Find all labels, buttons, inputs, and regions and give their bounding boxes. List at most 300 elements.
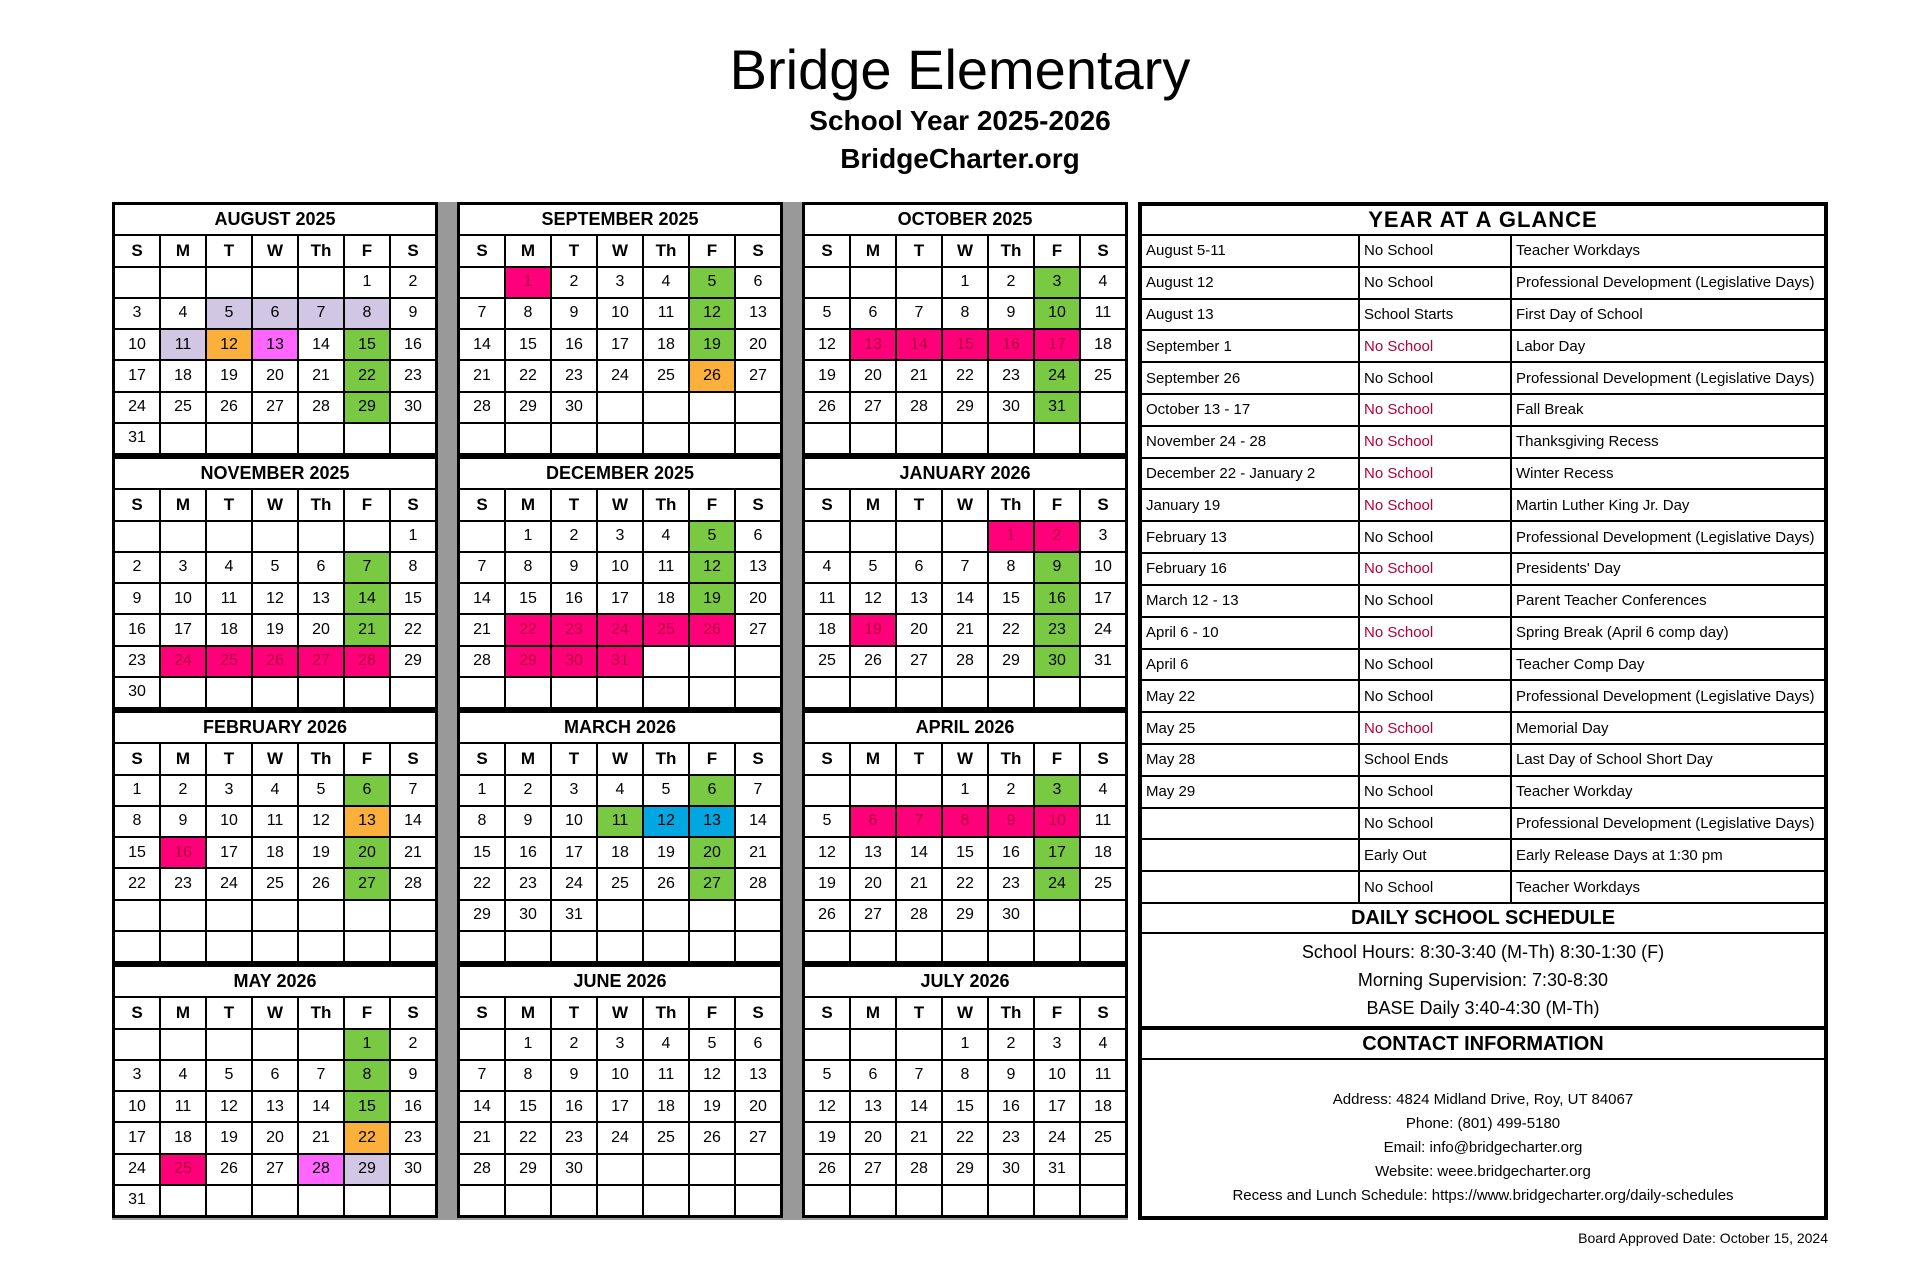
empty-day: [299, 268, 343, 297]
calendar-day: 29: [506, 647, 550, 676]
glance-description: Thanksgiving Recess: [1512, 427, 1824, 457]
calendar-day: 30: [552, 647, 596, 676]
weekday-header: T: [897, 998, 941, 1027]
calendar-day: 9: [391, 299, 435, 328]
weekday-header: W: [943, 998, 987, 1027]
calendar-day: 14: [897, 330, 941, 359]
calendar-day: 25: [644, 361, 688, 390]
empty-day: [690, 647, 734, 676]
weekday-header: F: [690, 236, 734, 265]
calendar-day: 15: [345, 1092, 389, 1121]
weekday-header: M: [851, 744, 895, 773]
empty-day: [253, 1186, 297, 1215]
calendar-day: 9: [989, 299, 1033, 328]
empty-day: [161, 932, 205, 961]
empty-day: [943, 424, 987, 453]
calendar-day: 18: [644, 330, 688, 359]
empty-day: [460, 522, 504, 551]
calendar-day: 17: [1035, 838, 1079, 867]
calendar-day: 25: [1081, 361, 1125, 390]
empty-day: [506, 424, 550, 453]
calendar-day: 1: [345, 268, 389, 297]
calendar-day: 10: [115, 1092, 159, 1121]
empty-day: [207, 268, 251, 297]
month-title: MAY 2026: [115, 967, 435, 996]
calendar-day: 6: [690, 776, 734, 805]
calendar-day: 28: [897, 901, 941, 930]
calendar-day: 24: [115, 1155, 159, 1184]
month-title: JULY 2026: [805, 967, 1125, 996]
glance-status: No School: [1360, 618, 1510, 648]
calendar-day: 23: [115, 647, 159, 676]
glance-date: August 12: [1142, 268, 1358, 298]
glance-status: No School: [1360, 554, 1510, 584]
calendar-day: 23: [989, 361, 1033, 390]
calendar-day: 12: [851, 584, 895, 613]
glance-date: February 16: [1142, 554, 1358, 584]
glance-status: No School: [1360, 395, 1510, 425]
glance-status: School Ends: [1360, 745, 1510, 775]
calendar-day: 26: [644, 869, 688, 898]
empty-day: [299, 678, 343, 707]
weekday-header: Th: [644, 236, 688, 265]
calendar-day: 27: [851, 1155, 895, 1184]
calendar-day: 12: [805, 330, 849, 359]
glance-description: Winter Recess: [1512, 459, 1824, 489]
empty-day: [851, 678, 895, 707]
calendar-day: 10: [1035, 299, 1079, 328]
calendar-day: 31: [1081, 647, 1125, 676]
calendar-day: 19: [207, 1123, 251, 1152]
calendar-day: 21: [897, 1123, 941, 1152]
calendar-day: 13: [851, 1092, 895, 1121]
glance-row: [1142, 395, 1824, 425]
calendar-day: 30: [989, 393, 1033, 422]
calendar-day: 12: [207, 1092, 251, 1121]
glance-row: [1142, 713, 1824, 743]
weekday-header: S: [736, 490, 780, 519]
weekday-header: Th: [989, 744, 1033, 773]
calendar-day: 27: [736, 1123, 780, 1152]
glance-row: [1142, 427, 1824, 457]
calendar-day: 1: [460, 776, 504, 805]
calendar-day: 15: [943, 838, 987, 867]
calendar-day: 1: [506, 522, 550, 551]
calendar-day: 23: [552, 1123, 596, 1152]
empty-day: [506, 678, 550, 707]
glance-row: [1142, 777, 1824, 807]
weekday-header: T: [897, 744, 941, 773]
weekday-header: M: [506, 744, 550, 773]
calendar-day: 20: [851, 361, 895, 390]
calendar-day: 18: [253, 838, 297, 867]
calendar-day: 28: [299, 393, 343, 422]
empty-day: [1081, 1155, 1125, 1184]
school-year-subtitle: School Year 2025-2026: [809, 105, 1111, 136]
calendar-day: 10: [1035, 1061, 1079, 1090]
calendar-day: 22: [943, 1123, 987, 1152]
calendar-day: 3: [1081, 522, 1125, 551]
calendar-day: 17: [552, 838, 596, 867]
calendar-day: 24: [1035, 361, 1079, 390]
calendar-day: 14: [391, 807, 435, 836]
calendar-day: 3: [115, 299, 159, 328]
weekday-header: S: [460, 236, 504, 265]
calendar-day: 3: [598, 268, 642, 297]
empty-day: [161, 268, 205, 297]
glance-description: Teacher Comp Day: [1512, 650, 1824, 680]
contact-email[interactable]: Email: info@bridgecharter.org: [1383, 1139, 1583, 1156]
calendar-day: 17: [1081, 584, 1125, 613]
weekday-header: W: [943, 236, 987, 265]
glance-description: Teacher Workdays: [1512, 236, 1824, 266]
calendar-day: 6: [897, 553, 941, 582]
calendar-day: 28: [299, 1155, 343, 1184]
calendar-day: 12: [690, 1061, 734, 1090]
calendar-day: 19: [690, 1092, 734, 1121]
weekday-header: M: [851, 236, 895, 265]
calendar-day: 9: [506, 807, 550, 836]
calendar-day: 15: [943, 1092, 987, 1121]
calendar-day: 30: [552, 1155, 596, 1184]
contact-info-box: [1142, 1060, 1824, 1216]
calendar-day: 20: [736, 584, 780, 613]
calendar-day: 18: [644, 1092, 688, 1121]
empty-day: [690, 1155, 734, 1184]
weekday-header: T: [207, 236, 251, 265]
calendar-day: 2: [989, 268, 1033, 297]
empty-day: [644, 901, 688, 930]
calendar-day: 5: [805, 299, 849, 328]
empty-day: [598, 932, 642, 961]
calendar-day: 11: [1081, 807, 1125, 836]
weekday-header: Th: [299, 490, 343, 519]
empty-day: [460, 1186, 504, 1215]
calendar-day: 27: [897, 647, 941, 676]
calendar-day: 2: [552, 268, 596, 297]
calendar-day: 4: [253, 776, 297, 805]
calendar-day: 18: [1081, 1092, 1125, 1121]
empty-day: [805, 268, 849, 297]
calendar-day: 23: [506, 869, 550, 898]
glance-date: January 19: [1142, 490, 1358, 520]
empty-day: [1035, 424, 1079, 453]
calendar-day: 6: [345, 776, 389, 805]
calendar-day: 5: [299, 776, 343, 805]
calendar-day: 16: [1035, 584, 1079, 613]
empty-day: [690, 932, 734, 961]
weekday-header: S: [391, 744, 435, 773]
calendar-day: 20: [851, 869, 895, 898]
empty-day: [253, 424, 297, 453]
empty-day: [736, 393, 780, 422]
calendar-day: 13: [851, 330, 895, 359]
empty-day: [736, 901, 780, 930]
calendar-day: 13: [299, 584, 343, 613]
empty-day: [207, 424, 251, 453]
calendar-day: 26: [805, 1155, 849, 1184]
calendar-day: 9: [989, 1061, 1033, 1090]
calendar-day: 5: [253, 553, 297, 582]
empty-day: [253, 901, 297, 930]
calendar-day: 31: [552, 901, 596, 930]
calendar-day: 18: [598, 838, 642, 867]
calendar-day: 19: [207, 361, 251, 390]
glance-row: [1142, 522, 1824, 552]
empty-day: [207, 932, 251, 961]
glance-description: Last Day of School Short Day: [1512, 745, 1824, 775]
calendar-day: 21: [299, 361, 343, 390]
calendar-day: 16: [552, 1092, 596, 1121]
morning-supervision: Morning Supervision: 7:30-8:30: [1357, 970, 1609, 990]
calendar-day: 9: [552, 299, 596, 328]
weekday-header: W: [253, 490, 297, 519]
calendar-day: 28: [943, 647, 987, 676]
glance-status: No School: [1360, 681, 1510, 711]
calendar-day: 24: [598, 1123, 642, 1152]
calendar-day: 15: [115, 838, 159, 867]
empty-day: [460, 1030, 504, 1059]
calendar-day: 22: [506, 361, 550, 390]
calendar-day: 26: [690, 1123, 734, 1152]
calendar-day: 2: [989, 1030, 1033, 1059]
empty-day: [736, 647, 780, 676]
glance-description: Early Release Days at 1:30 pm: [1512, 840, 1824, 870]
calendar-day: 14: [943, 584, 987, 613]
calendar-day: 20: [299, 615, 343, 644]
calendar-day: 24: [1035, 869, 1079, 898]
calendar-day: 15: [345, 330, 389, 359]
calendar-day: 4: [1081, 776, 1125, 805]
weekday-header: W: [598, 998, 642, 1027]
weekday-header: T: [897, 236, 941, 265]
empty-day: [598, 901, 642, 930]
calendar-day: 20: [690, 838, 734, 867]
calendar-day: 16: [552, 330, 596, 359]
calendar-day: 14: [345, 584, 389, 613]
calendar-day: 20: [736, 1092, 780, 1121]
calendar-day: 10: [1035, 807, 1079, 836]
calendar-day: 27: [345, 869, 389, 898]
calendar-day: 26: [299, 869, 343, 898]
calendar-day: 27: [253, 393, 297, 422]
calendar-day: 13: [690, 807, 734, 836]
calendar-day: 4: [1081, 268, 1125, 297]
glance-description: Fall Break: [1512, 395, 1824, 425]
contact-schedule-link[interactable]: Recess and Lunch Schedule: https://www.bridgecharter.org/daily-schedules: [1232, 1187, 1734, 1204]
calendar-day: 8: [506, 299, 550, 328]
calendar-day: 14: [460, 1092, 504, 1121]
calendar-day: 26: [690, 615, 734, 644]
empty-day: [690, 1186, 734, 1215]
glance-description: Professional Development (Legislative Days): [1512, 363, 1824, 393]
empty-day: [552, 1186, 596, 1215]
calendar-day: 29: [943, 901, 987, 930]
calendar-day: 5: [805, 1061, 849, 1090]
calendar-day: 3: [207, 776, 251, 805]
weekday-header: W: [598, 490, 642, 519]
glance-row: [1142, 236, 1824, 266]
glance-description: Presidents' Day: [1512, 554, 1824, 584]
calendar-day: 11: [598, 807, 642, 836]
calendar-day: 15: [943, 330, 987, 359]
calendar-day: 6: [299, 553, 343, 582]
glance-date: [1142, 840, 1358, 870]
calendar-day: 18: [644, 584, 688, 613]
glance-status: No School: [1360, 459, 1510, 489]
weekday-header: S: [460, 490, 504, 519]
calendar-day: 2: [506, 776, 550, 805]
weekday-header: W: [598, 236, 642, 265]
empty-day: [851, 776, 895, 805]
calendar-day: 21: [460, 361, 504, 390]
calendar-day: 23: [552, 361, 596, 390]
calendar-day: 19: [805, 869, 849, 898]
empty-day: [161, 1030, 205, 1059]
weekday-header: M: [506, 236, 550, 265]
calendar-day: 19: [253, 615, 297, 644]
glance-status: No School: [1360, 522, 1510, 552]
glance-status: No School: [1360, 490, 1510, 520]
calendar-day: 14: [736, 807, 780, 836]
weekday-header: S: [805, 744, 849, 773]
calendar-day: 7: [897, 299, 941, 328]
calendar-day: 18: [207, 615, 251, 644]
calendar-day: 25: [1081, 869, 1125, 898]
page-title: Bridge Elementary: [729, 38, 1191, 101]
calendar-day: 18: [1081, 838, 1125, 867]
glance-date: March 12 - 13: [1142, 586, 1358, 616]
calendar-day: 7: [460, 553, 504, 582]
calendar-day: 28: [391, 869, 435, 898]
empty-day: [552, 678, 596, 707]
calendar-day: 14: [460, 584, 504, 613]
empty-day: [943, 678, 987, 707]
glance-description: Parent Teacher Conferences: [1512, 586, 1824, 616]
calendar-day: 14: [897, 838, 941, 867]
calendar-day: 10: [598, 553, 642, 582]
calendar-day: 17: [115, 361, 159, 390]
calendar-day: 19: [299, 838, 343, 867]
glance-description: Professional Development (Legislative Days): [1512, 809, 1824, 839]
calendar-day: 10: [207, 807, 251, 836]
empty-day: [851, 1186, 895, 1215]
calendar-day: 3: [598, 522, 642, 551]
empty-day: [1081, 1186, 1125, 1215]
calendar-day: 7: [299, 1061, 343, 1090]
weekday-header: F: [345, 236, 389, 265]
glance-description: Professional Development (Legislative Days): [1512, 268, 1824, 298]
glance-status: No School: [1360, 872, 1510, 902]
empty-day: [851, 932, 895, 961]
empty-day: [345, 522, 389, 551]
calendar-day: 24: [552, 869, 596, 898]
empty-day: [943, 1186, 987, 1215]
calendar-day: 12: [690, 553, 734, 582]
weekday-header: S: [805, 998, 849, 1027]
empty-day: [1035, 901, 1079, 930]
calendar-day: 24: [598, 615, 642, 644]
weekday-header: F: [690, 744, 734, 773]
glance-description: Spring Break (April 6 comp day): [1512, 618, 1824, 648]
calendar-day: 9: [161, 807, 205, 836]
calendar-day: 19: [690, 330, 734, 359]
weekday-header: S: [115, 236, 159, 265]
empty-day: [253, 268, 297, 297]
calendar-day: 30: [989, 901, 1033, 930]
glance-status: Early Out: [1360, 840, 1510, 870]
empty-day: [690, 424, 734, 453]
glance-date: September 1: [1142, 331, 1358, 361]
glance-status: No School: [1360, 331, 1510, 361]
calendar-day: 20: [736, 330, 780, 359]
calendar-day: 31: [115, 424, 159, 453]
empty-day: [805, 424, 849, 453]
calendar-day: 16: [391, 1092, 435, 1121]
calendar-day: 19: [690, 584, 734, 613]
calendar-day: 11: [1081, 1061, 1125, 1090]
calendar-day: 20: [851, 1123, 895, 1152]
daily-schedule-box: [1142, 934, 1824, 1026]
calendar-day: 15: [391, 584, 435, 613]
calendar-day: 18: [805, 615, 849, 644]
glance-date: October 13 - 17: [1142, 395, 1358, 425]
calendar-day: 4: [1081, 1030, 1125, 1059]
weekday-header: M: [161, 998, 205, 1027]
calendar-day: 28: [897, 1155, 941, 1184]
contact-website[interactable]: Website: weee.bridgecharter.org: [1375, 1163, 1591, 1180]
calendar-day: 8: [943, 1061, 987, 1090]
calendar-day: 5: [851, 553, 895, 582]
calendar-day: 3: [115, 1061, 159, 1090]
empty-day: [345, 678, 389, 707]
calendar-day: 28: [736, 869, 780, 898]
empty-day: [460, 678, 504, 707]
calendar-day: 9: [1035, 553, 1079, 582]
glance-status: No School: [1360, 586, 1510, 616]
empty-day: [207, 678, 251, 707]
calendar-day: 11: [253, 807, 297, 836]
empty-day: [1035, 932, 1079, 961]
weekday-header: S: [115, 744, 159, 773]
glance-row: [1142, 363, 1824, 393]
empty-day: [598, 1186, 642, 1215]
calendar-day: 21: [897, 869, 941, 898]
calendar-day: 12: [299, 807, 343, 836]
calendar-grid: [112, 202, 1128, 1220]
empty-day: [506, 932, 550, 961]
empty-day: [115, 901, 159, 930]
empty-day: [989, 932, 1033, 961]
glance-row: [1142, 809, 1824, 839]
empty-day: [736, 1186, 780, 1215]
calendar-day: 19: [644, 838, 688, 867]
month-title: NOVEMBER 2025: [115, 459, 435, 488]
calendar-day: 21: [897, 361, 941, 390]
calendar-day: 23: [391, 361, 435, 390]
weekday-header: M: [506, 490, 550, 519]
glance-row: [1142, 268, 1824, 298]
empty-day: [506, 1186, 550, 1215]
weekday-header: S: [460, 744, 504, 773]
calendar-day: 30: [115, 678, 159, 707]
calendar-day: 13: [253, 1092, 297, 1121]
glance-date: August 5-11: [1142, 236, 1358, 266]
glance-row: [1142, 300, 1824, 330]
calendar-day: 29: [943, 393, 987, 422]
calendar-day: 22: [115, 869, 159, 898]
calendar-day: 6: [851, 299, 895, 328]
